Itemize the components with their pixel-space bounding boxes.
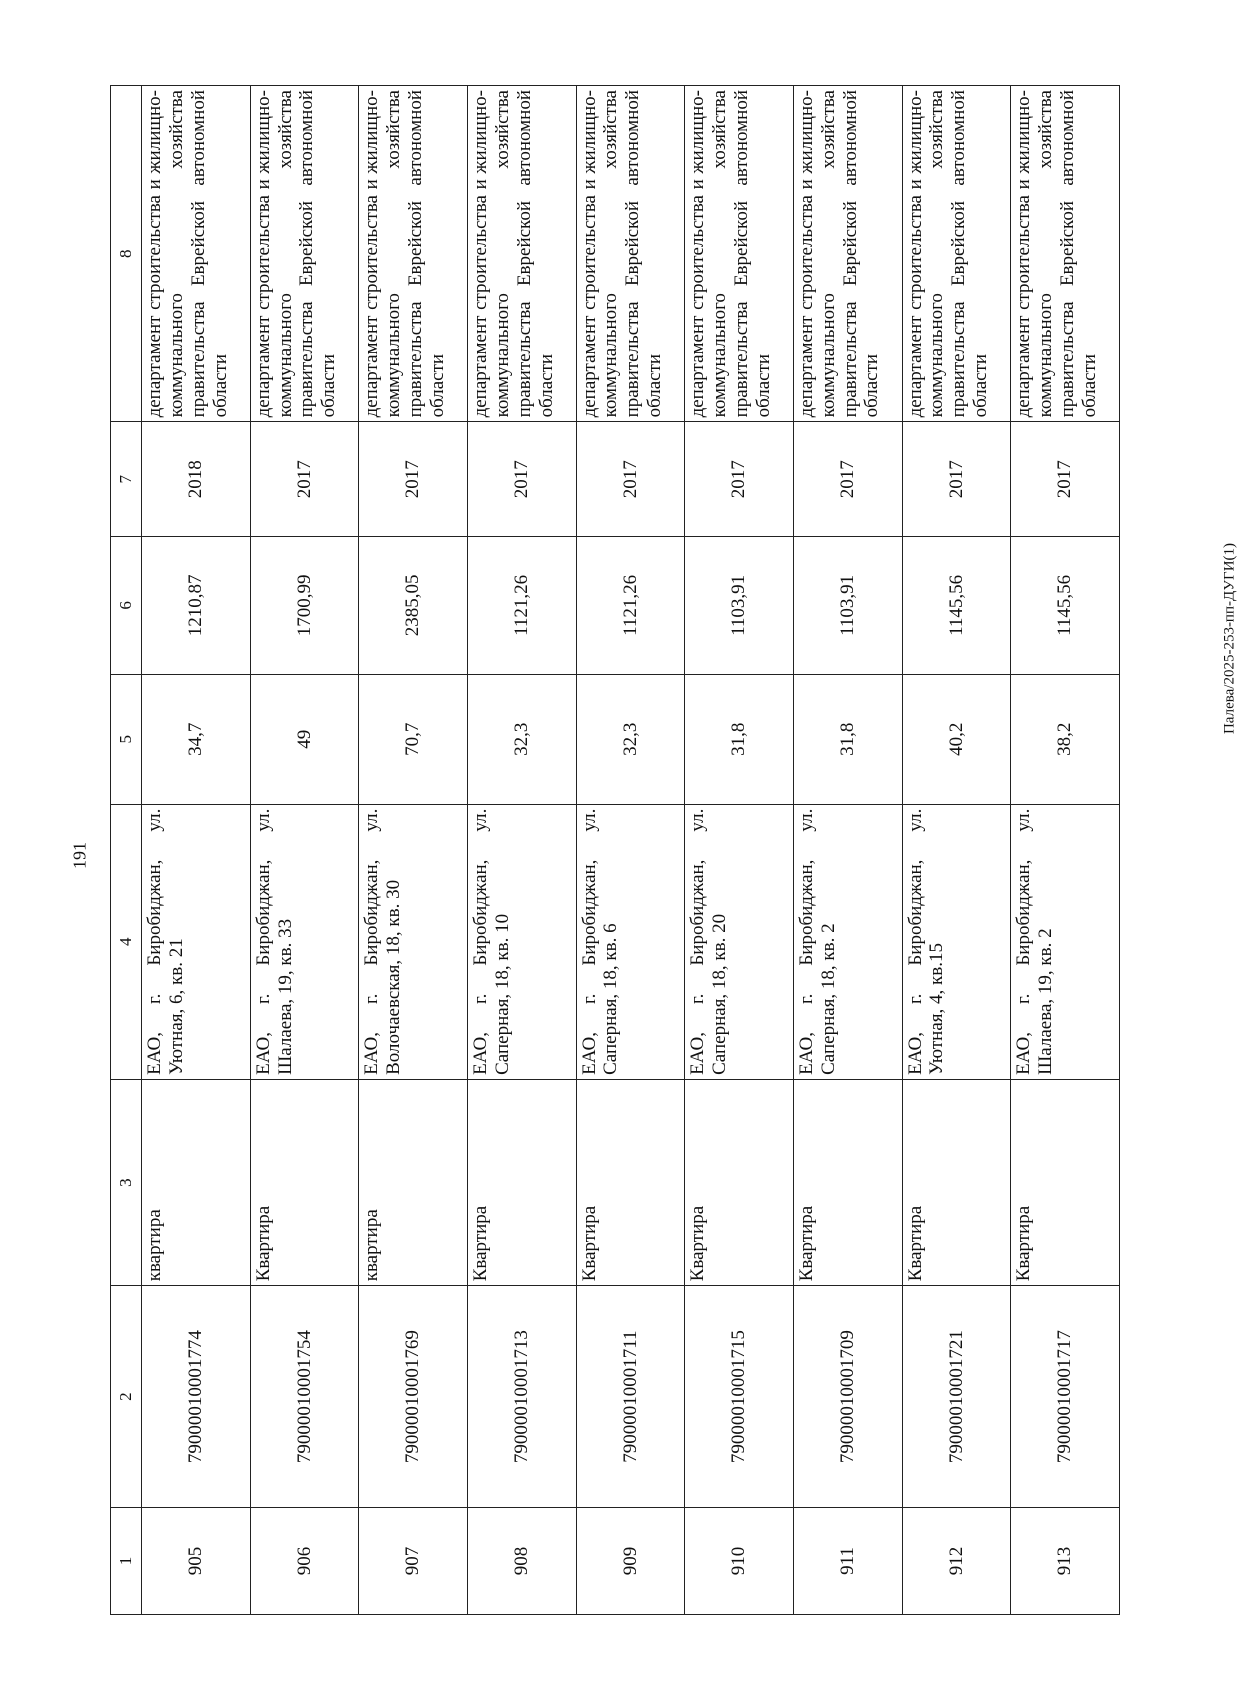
holder: департамент строительства и жилищно-коммунального хозяйства правительства Еврейской автономной области [685,86,794,422]
cadastral-number: 79000010001711 [576,1286,685,1508]
object-type: квартира [142,1079,251,1285]
address: ЕАО, г. Биробиджан, ул. Саперная, 18, кв. 6 [576,804,685,1079]
area: 31,8 [685,674,794,804]
holder: департамент строительства и жилищно-коммунального хозяйства правительства Еврейской автономной области [1011,86,1120,422]
area: 49 [250,674,359,804]
object-type: квартира [359,1079,468,1285]
address: ЕАО, г. Биробиджан, ул. Уютная, 4, кв.15 [902,804,1011,1079]
value: 1210,87 [142,537,251,675]
col-header-2: 2 [111,1286,142,1508]
page-number: 191 [69,842,90,869]
value: 1103,91 [793,537,902,675]
area: 31,8 [793,674,902,804]
object-type: Квартира [1011,1079,1120,1285]
value: 1103,91 [685,537,794,675]
row-number: 913 [1011,1507,1120,1614]
row-number: 909 [576,1507,685,1614]
year: 2017 [1011,422,1120,537]
year: 2018 [142,422,251,537]
row-number: 908 [467,1507,576,1614]
col-header-1: 1 [111,1507,142,1614]
row-number: 905 [142,1507,251,1614]
holder: департамент строительства и жилищно-коммунального хозяйства правительства Еврейской автономной области [793,86,902,422]
area: 70,7 [359,674,468,804]
holder: департамент строительства и жилищно-коммунального хозяйства правительства Еврейской автономной области [142,86,251,422]
table-row [467,86,576,1615]
year: 2017 [793,422,902,537]
row-number: 912 [902,1507,1011,1614]
address: ЕАО, г. Биробиджан, ул. Шалаева, 19, кв. 2 [1011,804,1120,1079]
year: 2017 [250,422,359,537]
area: 32,3 [576,674,685,804]
cadastral-number: 79000010001709 [793,1286,902,1508]
col-header-6: 6 [111,537,142,675]
property-table [110,85,1120,1615]
table-row [685,86,794,1615]
rotated-table-wrapper [110,85,1120,1615]
value: 1700,99 [250,537,359,675]
cadastral-number: 79000010001769 [359,1286,468,1508]
cadastral-number: 79000010001754 [250,1286,359,1508]
document-footer: Палева/2025-253-пп-ДУГИ(1) [1221,542,1238,735]
value: 1145,56 [902,537,1011,675]
col-header-8: 8 [111,86,142,422]
address: ЕАО, г. Биробиджан, ул. Волочаевская, 18, кв. 30 [359,804,468,1079]
table-row [576,86,685,1615]
column-number-row [111,86,142,1615]
object-type: Квартира [576,1079,685,1285]
col-header-5: 5 [111,674,142,804]
table-row [250,86,359,1615]
year: 2017 [902,422,1011,537]
cadastral-number: 79000010001713 [467,1286,576,1508]
row-number: 907 [359,1507,468,1614]
year: 2017 [467,422,576,537]
col-header-4: 4 [111,804,142,1079]
value: 1121,26 [576,537,685,675]
row-number: 910 [685,1507,794,1614]
col-header-3: 3 [111,1079,142,1285]
table-row [793,86,902,1615]
address: ЕАО, г. Биробиджан, ул. Саперная, 18, кв. 10 [467,804,576,1079]
object-type: Квартира [902,1079,1011,1285]
object-type: Квартира [250,1079,359,1285]
col-header-7: 7 [111,422,142,537]
address: ЕАО, г. Биробиджан, ул. Саперная, 18, кв. 20 [685,804,794,1079]
address: ЕАО, г. Биробиджан, ул. Уютная, 6, кв. 21 [142,804,251,1079]
year: 2017 [359,422,468,537]
row-number: 906 [250,1507,359,1614]
table-row [1011,86,1120,1615]
holder: департамент строительства и жилищно-коммунального хозяйства правительства Еврейской автономной области [902,86,1011,422]
cadastral-number: 79000010001715 [685,1286,794,1508]
value: 2385,05 [359,537,468,675]
cadastral-number: 79000010001717 [1011,1286,1120,1508]
holder: департамент строительства и жилищно-коммунального хозяйства правительства Еврейской автономной области [467,86,576,422]
holder: департамент строительства и жилищно-коммунального хозяйства правительства Еврейской автономной области [359,86,468,422]
year: 2017 [576,422,685,537]
area: 34,7 [142,674,251,804]
table-row [142,86,251,1615]
holder: департамент строительства и жилищно-коммунального хозяйства правительства Еврейской автономной области [576,86,685,422]
area: 38,2 [1011,674,1120,804]
row-number: 911 [793,1507,902,1614]
address: ЕАО, г. Биробиджан, ул. Шалаева, 19, кв. 33 [250,804,359,1079]
cadastral-number: 79000010001721 [902,1286,1011,1508]
object-type: Квартира [467,1079,576,1285]
holder: департамент строительства и жилищно-коммунального хозяйства правительства Еврейской автономной области [250,86,359,422]
table-row [359,86,468,1615]
area: 40,2 [902,674,1011,804]
value: 1121,26 [467,537,576,675]
object-type: Квартира [793,1079,902,1285]
area: 32,3 [467,674,576,804]
object-type: Квартира [685,1079,794,1285]
table-stage [110,85,1120,1615]
cadastral-number: 79000010001774 [142,1286,251,1508]
value: 1145,56 [1011,537,1120,675]
year: 2017 [685,422,794,537]
address: ЕАО, г. Биробиджан, ул. Саперная, 18, кв. 2 [793,804,902,1079]
table-row [902,86,1011,1615]
